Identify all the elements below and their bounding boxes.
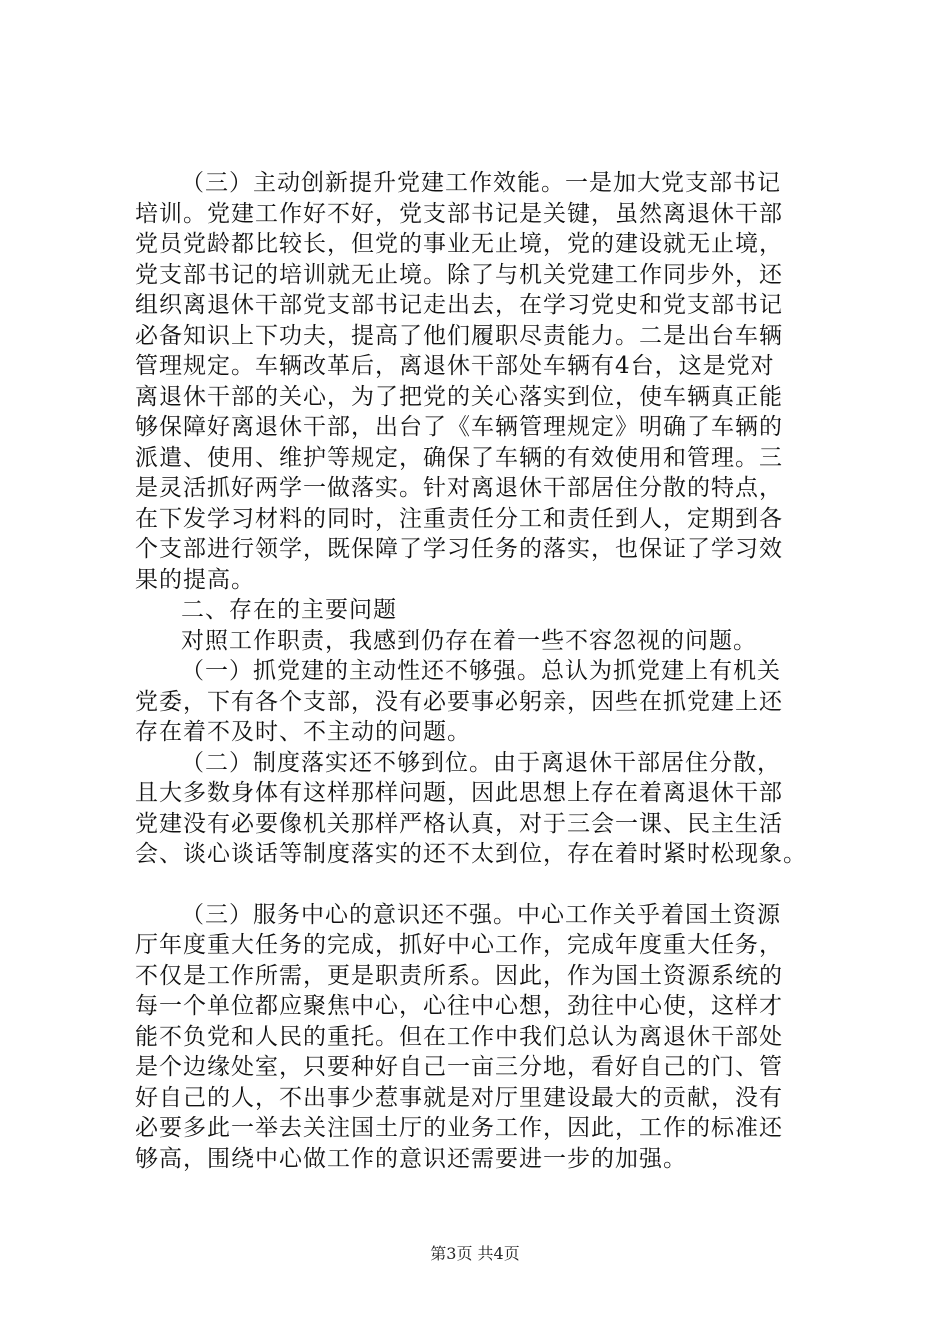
paragraph-line: 组织离退休干部党支部书记走出去，在学习党史和党支部书记	[135, 292, 783, 318]
paragraph-line: （一）抓党建的主动性还不够强。总认为抓党建上有机关	[181, 658, 781, 684]
paragraph-line: 离退休干部的关心，为了把党的关心落实到位，使车辆真正能	[135, 383, 783, 410]
paragraph-line: 派遣、使用、维护等规定，确保了车辆的有效使用和管理。三	[135, 444, 783, 471]
document-body	[135, 168, 835, 1174]
paragraph-gap	[135, 870, 835, 900]
paragraph-line: 厅年度重大任务的完成，抓好中心工作，完成年度重大任务，	[135, 932, 783, 958]
paragraph-line: 党建没有必要像机关那样严格认真，对于三会一课、民主生活	[135, 810, 783, 837]
paragraph-line: 好自己的人，不出事少惹事就是对厅里建设最大的贡献，没有	[135, 1084, 783, 1111]
page-number-footer: 第3页 共4页	[430, 1244, 520, 1263]
paragraph-line: 对照工作职责，我感到仍存在着一些不容忽视的问题。	[181, 627, 757, 654]
paragraph-line: 每一个单位都应聚焦中心，心往中心想，劲往中心使，这样才	[135, 993, 783, 1019]
paragraph-line: 果的提高。	[135, 566, 255, 593]
paragraph-line: 党员党龄都比较长，但党的事业无止境，党的建设就无止境，	[135, 231, 783, 257]
paragraph-line: 是个边缘处室，只要种好自己一亩三分地，看好自己的门、管	[135, 1054, 783, 1080]
paragraph-line: 不仅是工作所需，更是职责所系。因此，作为国土资源系统的	[135, 962, 783, 989]
paragraph-line: 在下发学习材料的同时，注重责任分工和责任到人，定期到各	[135, 505, 783, 532]
paragraph-line: 必要多此一举去关注国土厅的业务工作，因此，工作的标准还	[135, 1115, 783, 1141]
section-heading: 二、存在的主要问题	[181, 597, 397, 623]
paragraph-line: 个支部进行领学，既保障了学习任务的落实，也保证了学习效	[135, 536, 783, 562]
paragraph-line: 培训。党建工作好不好，党支部书记是关键，虽然离退休干部	[135, 200, 783, 227]
paragraph-line: 够高，围绕中心做工作的意识还需要进一步的加强。	[135, 1145, 687, 1172]
paragraph-line: 是灵活抓好两学一做落实。针对离退休干部居住分散的特点，	[135, 475, 783, 501]
paragraph-line: 管理规定。车辆改革后，离退休干部处车辆有4台，这是党对	[135, 353, 775, 379]
paragraph-line: 党支部书记的培训就无止境。除了与机关党建工作同步外，还	[135, 261, 783, 288]
paragraph-line: （二）制度落实还不够到位。由于离退休干部居住分散，	[181, 749, 781, 776]
paragraph-line: 会、谈心谈话等制度落实的还不太到位，存在着时紧时松现象。	[135, 841, 807, 867]
paragraph-line: 存在着不及时、不主动的问题。	[135, 719, 471, 745]
paragraph-line: 能不负党和人民的重托。但在工作中我们总认为离退休干部处	[135, 1023, 783, 1050]
paragraph-line: （三）服务中心的意识还不强。中心工作关乎着国土资源	[181, 901, 781, 928]
paragraph-line: 必备知识上下功夫，提高了他们履职尽责能力。二是出台车辆	[135, 322, 783, 349]
paragraph-line: （三）主动创新提升党建工作效能。一是加大党支部书记	[181, 170, 781, 196]
paragraph-line: 党委，下有各个支部，没有必要事必躬亲，因些在抓党建上还	[135, 688, 783, 715]
paragraph-line: 且大多数身体有这样那样问题，因此思想上存在着离退休干部	[135, 780, 783, 806]
paragraph-line: 够保障好离退休干部，出台了《车辆管理规定》明确了车辆的	[135, 414, 783, 440]
